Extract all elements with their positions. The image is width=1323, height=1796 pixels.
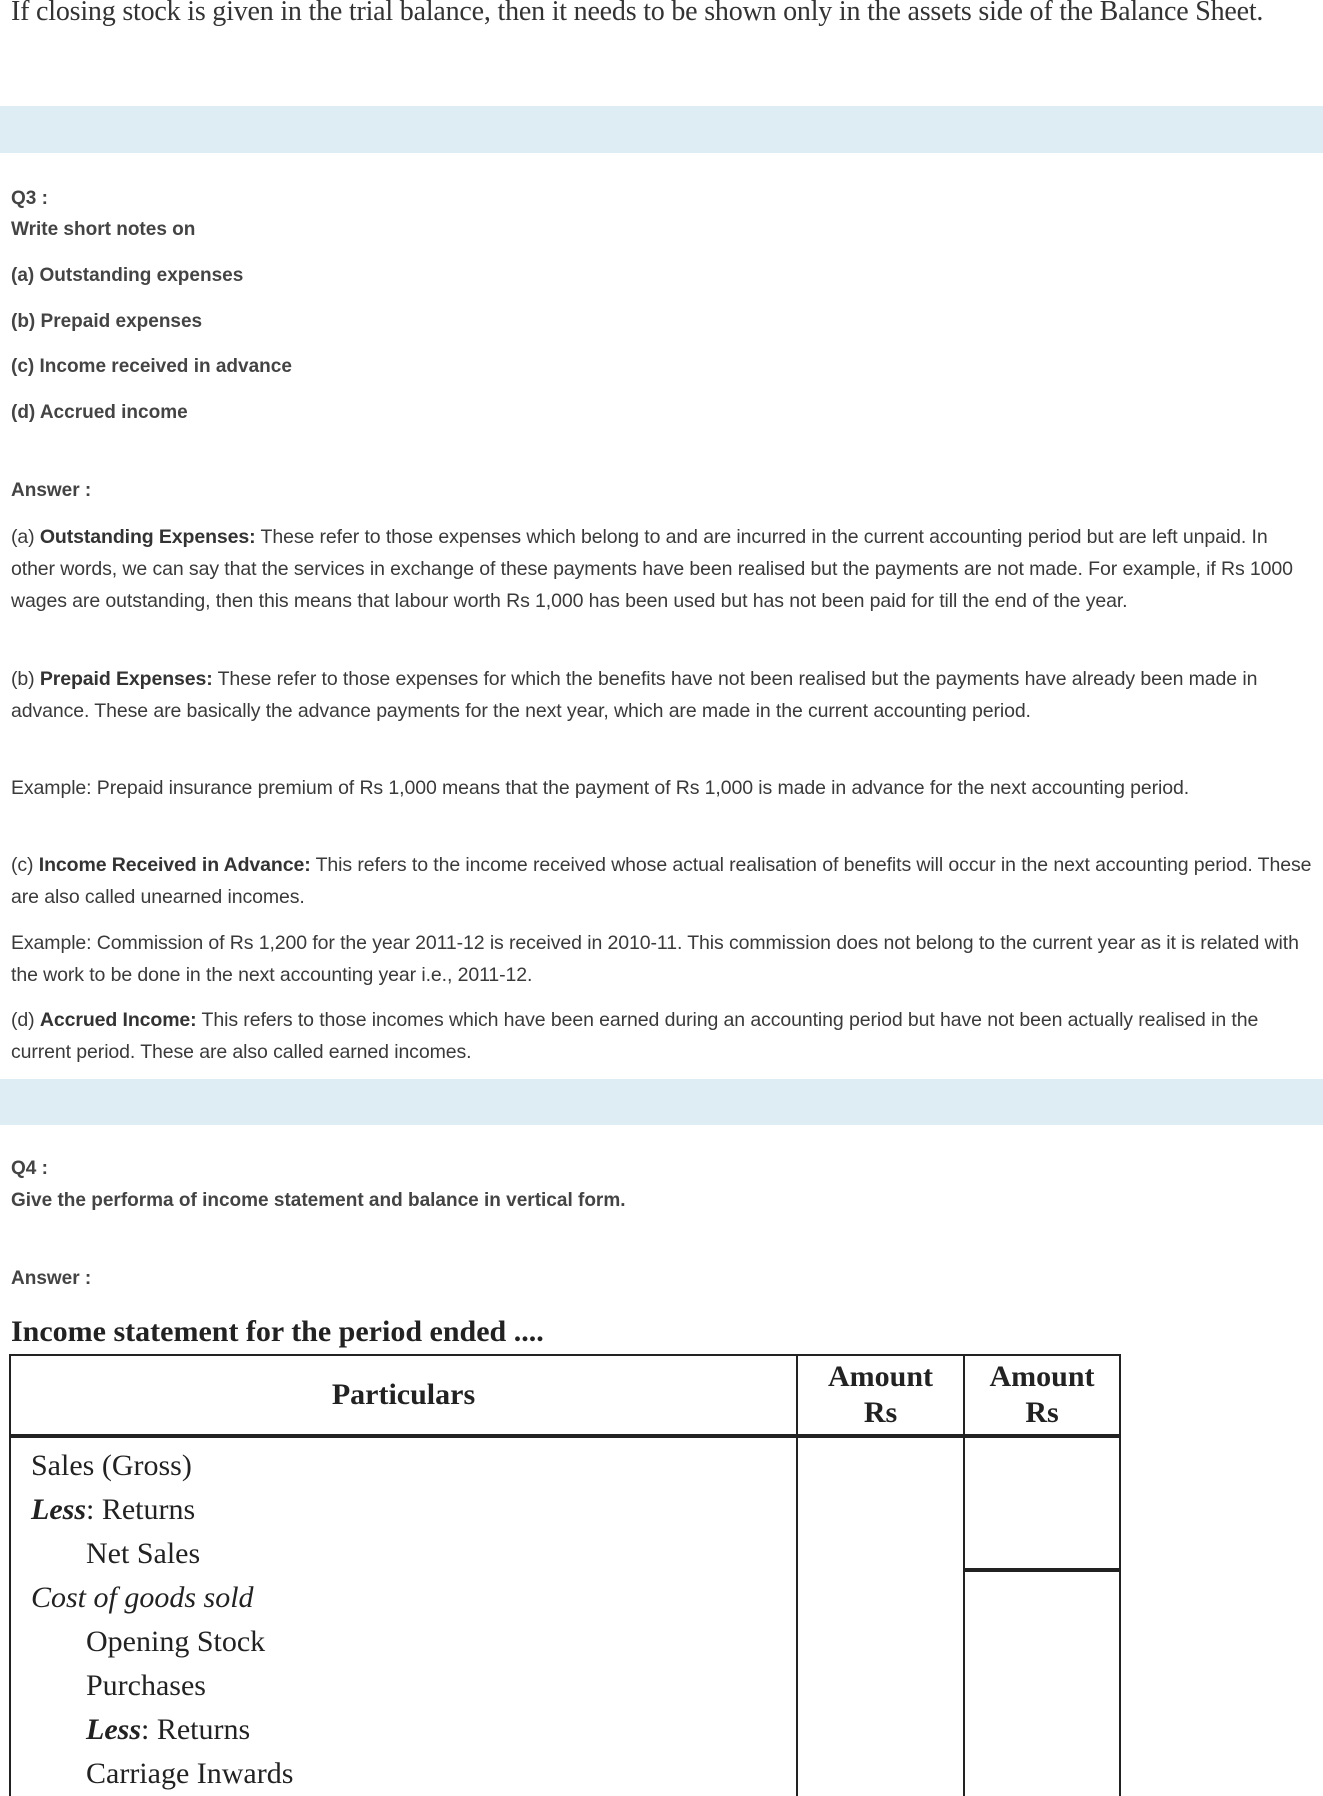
row-italic-label: Cost of goods sold: [31, 1581, 254, 1614]
header-currency-label: Rs: [863, 1396, 898, 1429]
definition: These refer to those expenses which belong to and are incurred in the current accounting period but are left unpaid. In other words, we can say that the services in exchange of these payments have been realised but the payments are not made. For example, if Rs 1000 wages are outstanding, then this means that labour worth Rs 1,000 has been used but has not been paid for till the end of the year.: [11, 526, 1293, 612]
section-divider-band: [0, 1079, 1323, 1125]
table-row: [11, 1620, 796, 1664]
answer-paragraph-b: [11, 663, 1316, 727]
q3-question: Write short notes on: [11, 219, 196, 240]
header-particulars: Particulars: [10, 1355, 797, 1436]
item-prefix: (c): [11, 854, 39, 876]
table-row: [11, 1532, 796, 1576]
subtotal-divider: [965, 1568, 1119, 1572]
income-statement-title: Income statement for the period ended ....: [11, 1315, 544, 1348]
item-prefix: (b): [11, 668, 40, 690]
row-italic-label: Less: [86, 1713, 141, 1746]
answer-paragraph-c: [11, 849, 1316, 913]
q3-label: Q3 :: [11, 188, 48, 209]
header-amount-label: Amount: [827, 1360, 933, 1393]
q4-question: Give the performa of income statement and balance in vertical form.: [11, 1190, 626, 1211]
intro-paragraph: If closing stock is given in the trial balance, then it needs to be shown only in the assets side of the Balance Sheet.: [11, 0, 1264, 27]
q4-answer-label: Answer :: [11, 1268, 92, 1289]
answer-example-c: Example: Commission of Rs 1,200 for the year 2011-12 is received in 2010-11. This commission does not belong to the current year as it is related with the work to be done in the next accounting year i.e., 2011-12.: [11, 932, 1299, 986]
row-label: Net Sales: [86, 1537, 201, 1570]
answer-example-b: Example: Prepaid insurance premium of Rs 1,000 means that the payment of Rs 1,000 is made in advance for the next accounting period.: [11, 777, 1190, 799]
amount-column-2: [964, 1436, 1120, 1796]
row-label: Sales (Gross): [31, 1449, 192, 1482]
term: Outstanding Expenses:: [39, 526, 256, 548]
row-label: Opening Stock: [86, 1625, 266, 1658]
item-prefix: (a): [11, 526, 40, 548]
definition: This refers to those incomes which have been earned during an accounting period but have not been actually realised in the current period. These are also called earned incomes.: [11, 1009, 1259, 1063]
header-amount-1: [797, 1355, 964, 1436]
header-amount-label: Amount: [989, 1360, 1095, 1393]
q3-answer-label: Answer :: [11, 480, 92, 501]
item-prefix: (d): [11, 1009, 40, 1031]
term: Prepaid Expenses:: [39, 668, 213, 690]
header-currency-label: Rs: [1025, 1396, 1059, 1429]
q3-item-d: (d) Accrued income: [11, 402, 188, 423]
row-label: : Returns: [141, 1713, 251, 1746]
term: Income Received in Advance:: [38, 854, 311, 876]
section-divider-band: [0, 106, 1323, 153]
row-label: Purchases: [86, 1669, 206, 1702]
answer-paragraph-d: [11, 1004, 1316, 1068]
row-italic-label: Less: [31, 1493, 86, 1526]
definition: These refer to those expenses for which the benefits have not been realised but the payments have already been made in advance. These are basically the advance payments for the next year, which are made in the current accounting period.: [11, 668, 1258, 722]
definition: This refers to the income received whose actual realisation of benefits will occur in the next accounting period. These are also called unearned incomes.: [11, 854, 1312, 908]
table-row: [11, 1576, 796, 1620]
table-row: [11, 1444, 796, 1488]
q3-item-a: (a) Outstanding expenses: [11, 265, 244, 286]
particulars-column: [10, 1436, 797, 1796]
table-row: [11, 1752, 796, 1796]
row-label: : Returns: [86, 1493, 196, 1526]
header-amount-2: [964, 1355, 1120, 1436]
table-row: [11, 1488, 796, 1532]
amount-column-1: [797, 1436, 964, 1796]
term: Accrued Income:: [39, 1009, 197, 1031]
income-statement-table: [9, 1354, 1121, 1796]
table-row: [11, 1664, 796, 1708]
row-label: Carriage Inwards: [86, 1757, 294, 1790]
answer-paragraph-a: [11, 521, 1316, 617]
table-row: [11, 1708, 796, 1752]
q4-label: Q4 :: [11, 1158, 48, 1179]
q3-item-b: (b) Prepaid expenses: [11, 311, 203, 332]
q3-item-c: (c) Income received in advance: [11, 356, 292, 377]
